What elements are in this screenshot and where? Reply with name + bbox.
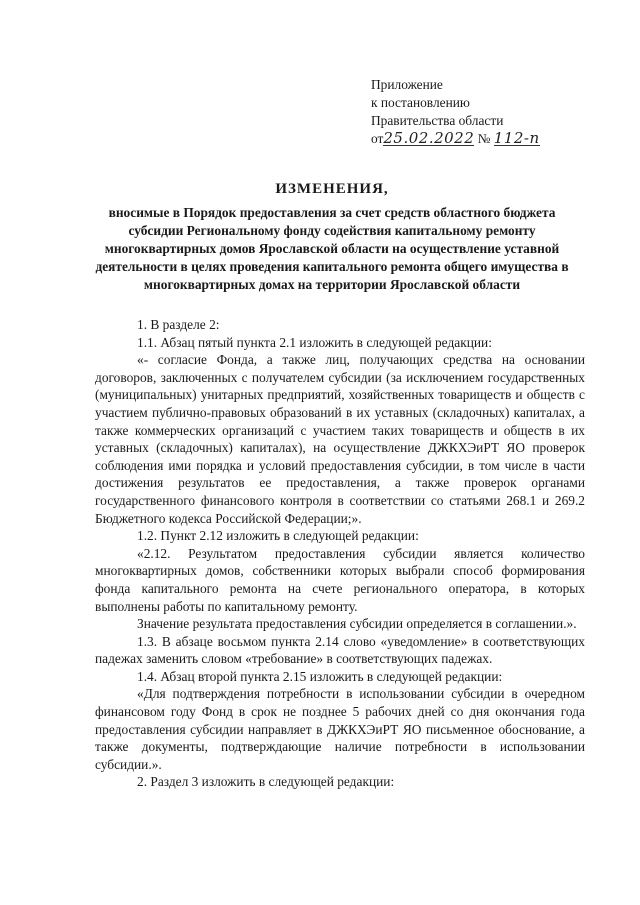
appendix-block (371, 76, 540, 148)
paragraph: 1.3. В абзаце восьмом пункта 2.14 слово «уведомление» в соответствующих падежах заменить словом «требование» в соответствующих падежах. (95, 633, 585, 667)
paragraph: 1.4. Абзац второй пункта 2.15 изложить в следующей редакции: (137, 668, 503, 684)
document-heading (82, 178, 582, 294)
handwritten-date: 25.02.2022 (383, 129, 475, 147)
appendix-label: Приложение (371, 77, 443, 92)
appendix-resolution: к постановлению (371, 95, 470, 110)
paragraph: «- согласие Фонда, а также лиц, получающих средства на основании договоров, заключенных с получателем субсидии (за исключением государственных (муниципальных) унитарных предприятий, хозяйственных товариществ и обществ с участием публично-правовых образований в их уставных (складочных) капиталах, а также коммерческих организаций с участием таких товариществ и обществ в их уставных (складочных) капиталах), на осуществление ДЖКХЭиРТ ЯО проверок соблюдения ими порядка и условий предоставления субсидии, в том числе в части достижения результатов ее предоставления, а также проверок органами государственного финансового контроля в соответствии со статьями 268.1 и 269.2 Бюджетного кодекса Российской Федерации;». (95, 352, 585, 526)
number-prefix: № (477, 131, 491, 146)
paragraph: 1.2. Пункт 2.12 изложить в следующей редакции: (137, 528, 419, 544)
date-prefix: от (371, 131, 384, 146)
heading-title: ИЗМЕНЕНИЯ, (275, 181, 389, 197)
appendix-date-number (371, 130, 540, 148)
paragraph: Значение результата предоставления субсидии определяется в соглашении.». (137, 616, 577, 632)
paragraph: «Для подтверждения потребности в использовании субсидии в очередном финансовом году Фонд в срок не позднее 5 рабочих дней со дня окончания года предоставления субсидии направляет в ДЖКХЭиРТ ЯО письменное обоснование, а также документы, подтверждающие наличие потребности в использовании субсидии.». (95, 686, 585, 772)
paragraph: «2.12. Результатом предоставления субсидии является количество многоквартирных домов, собственники которых выбрали способ формирования фонда капитального ремонта на счете регионального оператора, в которых выполнены работы по капитальному ремонту. (95, 545, 585, 614)
appendix-government: Правительства области (371, 113, 504, 128)
paragraph: 1. В разделе 2: (137, 317, 220, 332)
paragraph: 1.1. Абзац пятый пункта 2.1 изложить в следующей редакции: (137, 334, 492, 350)
handwritten-number: 112-п (493, 129, 540, 147)
paragraph: 2. Раздел 3 изложить в следующей редакции: (137, 774, 395, 790)
document-body (95, 316, 585, 791)
heading-subtitle: вносимые в Порядок предоставления за счет средств областного бюджета субсидии Региональному фонду содействия капитальному ремонту многоквартирных домов Ярославской области на осуществление уставной деятельности в целях проведения капитального ремонта общего имущества в многоквартирных домах на территории Ярославской области (95, 205, 569, 292)
